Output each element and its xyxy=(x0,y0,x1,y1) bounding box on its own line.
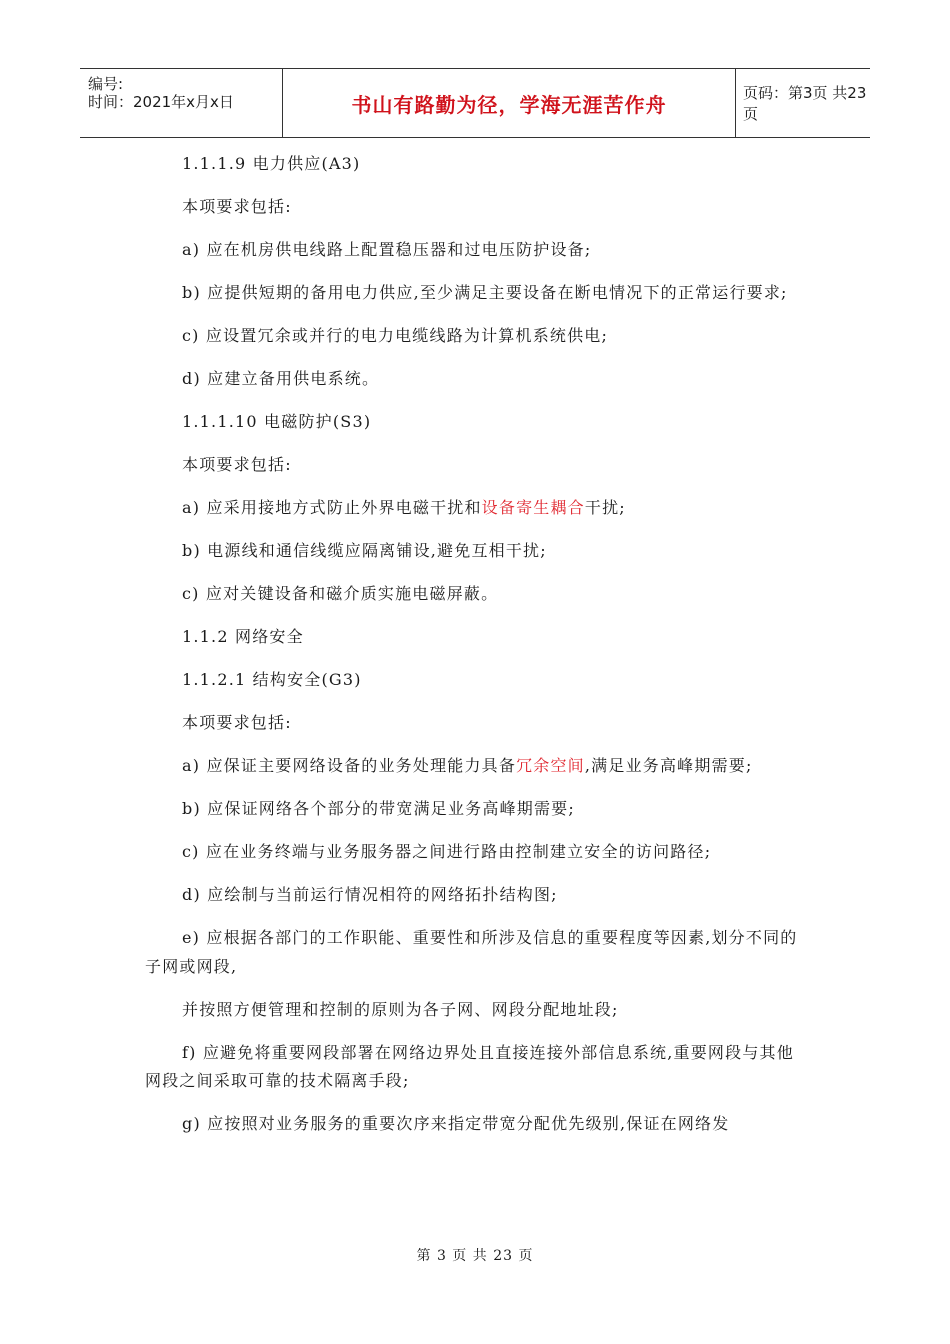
paragraph: 本项要求包括: xyxy=(182,455,292,474)
list-item: b) 电源线和通信线缆应隔离铺设,避免互相干扰; xyxy=(182,541,547,560)
list-item xyxy=(145,494,810,523)
highlighted-term: 冗余空间 xyxy=(516,756,585,775)
list-item: f) 应避免将重要网段部署在网络边界处且直接连接外部信息系统,重要网段与其他网段之间采取可靠的技术隔离手段; xyxy=(145,1042,794,1090)
list-item: c) 应在业务终端与业务服务器之间进行路由控制建立安全的访问路径; xyxy=(182,842,712,861)
text-run: ,满足业务高峰期需要; xyxy=(584,756,753,775)
text-run: 干扰; xyxy=(584,498,626,517)
document-number-label: 编号: xyxy=(88,75,124,93)
document-date-label: 时间：2021年x月x日 xyxy=(88,93,234,111)
section-heading: 1.1.1.10 电磁防护(S3) xyxy=(182,412,372,431)
page-header xyxy=(80,68,870,138)
section-heading: 1.1.1.9 电力供应(A3) xyxy=(182,154,361,173)
paragraph: 本项要求包括: xyxy=(182,197,292,216)
header-page-info: 页码：第3页 共23页 xyxy=(743,84,867,123)
text-run: a) 应采用接地方式防止外界电磁干扰和 xyxy=(182,498,482,517)
paragraph: 本项要求包括: xyxy=(182,713,292,732)
section-heading: 1.1.2.1 结构安全(G3) xyxy=(182,670,362,689)
document-body xyxy=(145,150,810,1139)
list-item: c) 应设置冗余或并行的电力电缆线路为计算机系统供电; xyxy=(182,326,609,345)
header-left-cell xyxy=(80,69,282,137)
page-footer: 第 3 页 共 23 页 xyxy=(416,1248,534,1264)
header-page-cell xyxy=(735,69,870,137)
list-item: e) 应根据各部门的工作职能、重要性和所涉及信息的重要程度等因素,划分不同的子网或网段, xyxy=(145,928,798,976)
list-item: a) 应在机房供电线路上配置稳压器和过电压防护设备; xyxy=(182,240,592,259)
list-item: g) 应按照对业务服务的重要次序来指定带宽分配优先级别,保证在网络发 xyxy=(182,1114,730,1133)
text-run: a) 应保证主要网络设备的业务处理能力具备 xyxy=(182,756,517,775)
list-item: b) 应保证网络各个部分的带宽满足业务高峰期需要; xyxy=(182,799,575,818)
highlighted-term: 设备寄生耦合 xyxy=(481,498,585,517)
list-item: b) 应提供短期的备用电力供应,至少满足主要设备在断电情况下的正常运行要求; xyxy=(182,283,788,302)
header-motto-cell xyxy=(282,69,736,137)
list-item: d) 应建立备用供电系统。 xyxy=(182,369,380,388)
section-heading: 1.1.2 网络安全 xyxy=(182,627,304,646)
list-item: d) 应绘制与当前运行情况相符的网络拓扑结构图; xyxy=(182,885,558,904)
motto-text: 书山有路勤为径，学海无涯苦作舟 xyxy=(351,92,667,117)
list-item xyxy=(145,752,810,781)
paragraph: 并按照方便管理和控制的原则为各子网、网段分配地址段; xyxy=(182,999,619,1019)
list-item: c) 应对关键设备和磁介质实施电磁屏蔽。 xyxy=(182,584,499,603)
